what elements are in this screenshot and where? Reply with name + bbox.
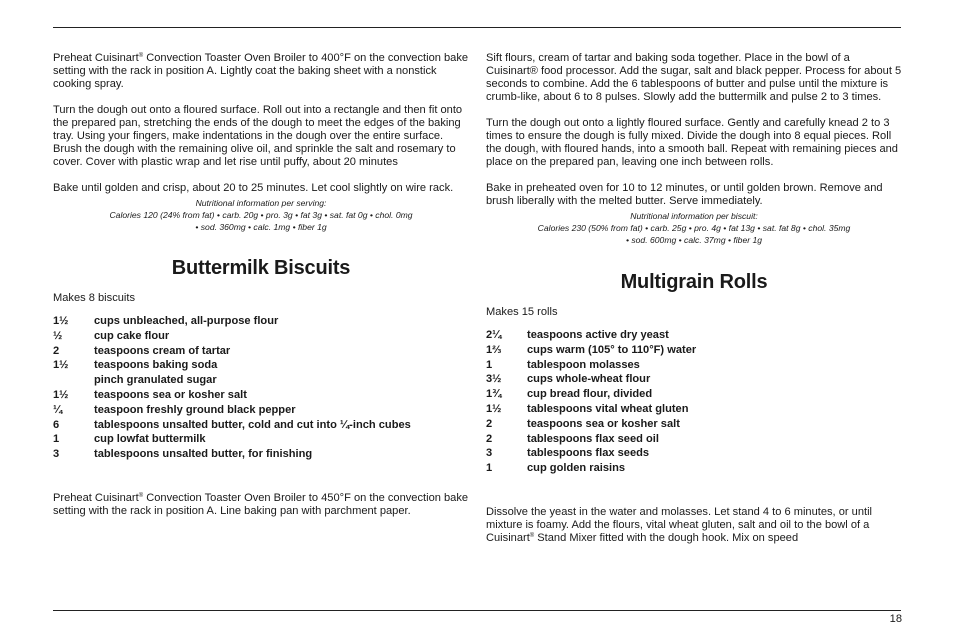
nutrition-info-serving: Nutritional information per serving: Calories 120 (24% from fat) • carb. 20g • pro. 3g • fat 3g • sat. fat 0g • chol. 0mg • sod. 360mg • calc. 1mg • fiber 1g — [109, 198, 413, 232]
recipe-title-multigrain-rolls: Multigrain Rolls — [620, 271, 768, 293]
ingredient-row — [486, 387, 696, 402]
ingredient-row — [53, 344, 411, 359]
ingredient-quantity: 2 — [486, 432, 493, 445]
ingredient-list-rolls — [486, 328, 696, 476]
ingredient-row — [486, 432, 696, 447]
sift-paragraph: Sift flours, cream of tartar and baking soda together. Place in the bowl of a Cuisinart® food processor. Add the sugar, salt and black pepper. Process for about 5 seconds to combine. Add the 6 tablespoons of butter and pulse until the mixture is crumb-like, about 6 to 8 pulses. Slowly add the buttermilk and pulse 2 to 3 times. — [486, 52, 902, 103]
ingredient-item: teaspoons baking soda — [94, 359, 218, 372]
knead-paragraph: Turn the dough out onto a lightly floured surface. Gently and carefully knead 2 to 3 times to ensure the dough is fully mixed. Divide the dough into 8 equal pieces. Roll the dough, with floured hands, into a smooth ball. Repeat with remaining pieces and place on the prepared pan, leaving one inch between rolls. — [486, 117, 898, 168]
ingredient-row — [486, 343, 696, 358]
ingredient-quantity: 2¼ — [486, 329, 502, 341]
ingredient-quantity: 1½ — [53, 388, 69, 401]
ingredient-item: tablespoon molasses — [527, 358, 640, 371]
ingredient-row — [53, 403, 411, 418]
ingredient-quantity: 1 — [486, 462, 493, 475]
ingredient-item: cup cake flour — [94, 329, 170, 342]
ingredient-quantity: 1⅔ — [486, 343, 502, 356]
ingredient-item: teaspoons sea or kosher salt — [527, 417, 680, 430]
ingredient-item: cups warm (105° to 110°F) water — [527, 343, 697, 356]
ingredient-quantity: 1 — [53, 433, 60, 446]
ingredient-item: tablespoons unsalted butter, cold and cut into ¼-inch cubes — [94, 418, 411, 431]
dough-paragraph: Turn the dough out onto a floured surface. Roll out into a rectangle and then fit onto the prepared pan, stretching the ends of the dough to meet the edges of the baking tray. Using your fingers, make indentations in the dough over the entire surface. Brush the dough with the remaining olive oil, and sprinkle the salt and rosemary to cover. Cover with plastic wrap and let rise until puffy, about 20 minutes — [53, 104, 463, 168]
ingredient-row — [486, 461, 696, 476]
ingredient-row — [53, 314, 411, 329]
ingredient-quantity: 2 — [53, 344, 60, 357]
ingredient-item: tablespoons flax seed oil — [527, 432, 659, 445]
recipe-title-buttermilk-biscuits: Buttermilk Biscuits — [171, 257, 351, 279]
ingredient-row — [53, 388, 411, 403]
ingredient-quantity: 1½ — [53, 315, 69, 327]
ingredient-row — [486, 402, 696, 417]
ingredient-quantity: 1½ — [486, 402, 502, 415]
left-column — [53, 52, 469, 531]
ingredient-row — [486, 358, 696, 373]
ingredient-row — [486, 446, 696, 461]
ingredient-item: cup golden raisins — [527, 462, 626, 475]
ingredient-quantity — [53, 373, 94, 388]
ingredient-item: cups whole-wheat flour — [527, 373, 651, 386]
ingredient-item: pinch granulated sugar — [94, 374, 217, 387]
ingredient-item: cup bread flour, divided — [527, 388, 653, 401]
ingredient-item: cup lowfat buttermilk — [94, 433, 206, 446]
ingredient-quantity: 1½ — [53, 359, 69, 372]
preheat-paragraph-2: Preheat Cuisinart® Convection Toaster Oven Broiler to 450°F on the convection bake setting with the rack in position A. Line baking pan with parchment paper. — [53, 491, 469, 517]
ingredient-quantity: 1 — [486, 358, 493, 371]
bottom-rule — [53, 610, 901, 611]
ingredient-quantity: 2 — [486, 417, 493, 430]
ingredient-row — [486, 417, 696, 432]
ingredient-row — [53, 432, 411, 447]
ingredient-item: teaspoon freshly ground black pepper — [94, 403, 296, 416]
ingredient-row — [53, 447, 411, 462]
ingredient-list-biscuits — [53, 314, 411, 462]
bake-paragraph: Bake until golden and crisp, about 20 to 25 minutes. Let cool slightly on wire rack. — [53, 182, 454, 194]
ingredient-row — [53, 418, 411, 433]
ingredient-item: tablespoons unsalted butter, for finishing — [94, 448, 313, 461]
page-number: 18 — [889, 613, 902, 625]
ingredient-row — [53, 373, 411, 388]
ingredient-quantity: 3 — [53, 448, 60, 461]
ingredient-quantity: 6 — [53, 418, 60, 431]
nutrition-info-biscuit: Nutritional information per biscuit: Calories 230 (50% from fat) • carb. 25g • pro. 4g • fat 13g • sat. fat 8g • chol. 35mg • sod. 600mg • calc. 37mg • fiber 1g — [537, 211, 851, 245]
ingredient-quantity: 3½ — [486, 373, 502, 386]
recipe-yield: Makes 15 rolls — [486, 306, 558, 318]
ingredient-row — [486, 372, 696, 387]
top-rule — [53, 27, 901, 28]
ingredient-quantity: ½ — [53, 329, 63, 342]
ingredient-row — [486, 328, 696, 343]
ingredient-quantity: ¼ — [53, 403, 63, 416]
ingredient-item: teaspoons cream of tartar — [94, 344, 231, 357]
ingredient-quantity: 1¾ — [486, 388, 502, 401]
ingredient-quantity: 3 — [486, 447, 493, 460]
dissolve-yeast-paragraph: Dissolve the yeast in the water and molasses. Let stand 4 to 6 minutes, or until mixture is foamy. Add the flours, vital wheat gluten, salt and oil to the bowl of a Cuisinart® Stand Mixer fitted with the dough hook. Mix on speed — [486, 505, 873, 544]
ingredient-item: teaspoons sea or kosher salt — [94, 388, 247, 401]
right-column — [486, 52, 902, 558]
ingredient-item: teaspoons active dry yeast — [527, 329, 669, 341]
recipe-yield: Makes 8 biscuits — [53, 292, 136, 304]
ingredient-item: tablespoons flax seeds — [527, 447, 650, 460]
bake-preheated-paragraph: Bake in preheated oven for 10 to 12 minutes, or until golden brown. Remove and brush liberally with the melted butter. Serve immediately. — [486, 182, 883, 207]
ingredient-item: tablespoons vital wheat gluten — [527, 402, 689, 415]
ingredient-row — [53, 358, 411, 373]
preheat-paragraph-1: Preheat Cuisinart® Convection Toaster Oven Broiler to 400°F on the convection bake setting with the rack in position A. Lightly coat the baking sheet with a nonstick cooking spray. — [53, 52, 469, 90]
ingredient-row — [53, 329, 411, 344]
ingredient-item: cups unbleached, all-purpose flour — [94, 315, 279, 327]
